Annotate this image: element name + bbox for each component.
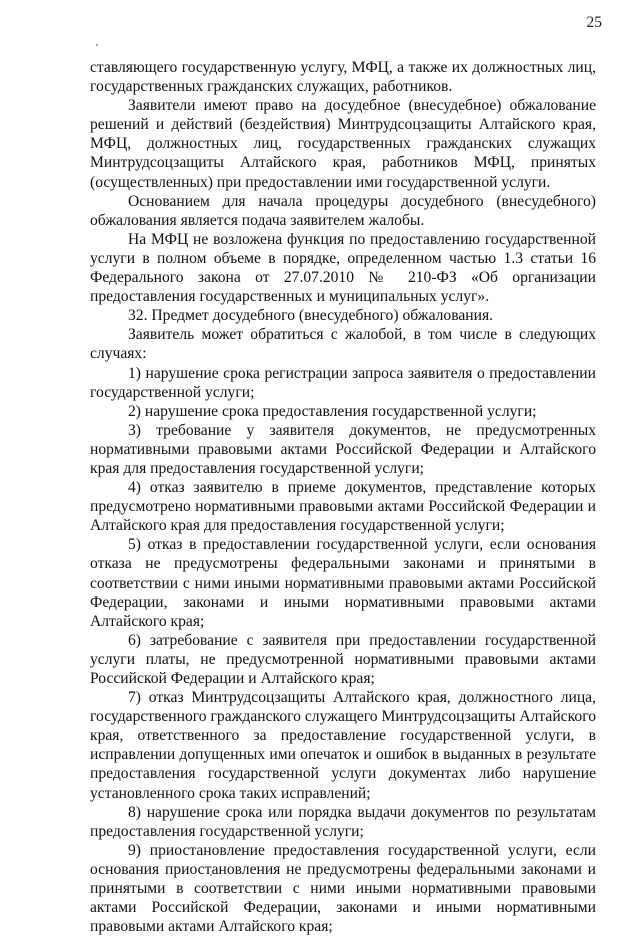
paragraph: На МФЦ не возложена функция по предоставлению государственной услуги в полном объеме в порядке, определенном частью 1.3 статьи 16 Федерального закона от 27.07.2010 № 210-ФЗ «Об организации предоставления государственных и муниципальных услуг». bbox=[90, 230, 596, 306]
list-item: 4) отказ заявителю в приеме документов, представление которых предусмотрено нормативными правовыми актами Российской Федерации и Алтайского края для предоставления государственной услуги; bbox=[90, 479, 596, 535]
list-item: 6) затребование с заявителя при предоставлении государственной услуги платы, не предусмотренной нормативными правовыми актами Российской Федерации и Алтайского края; bbox=[90, 631, 596, 687]
list-item: 8) нарушение срока или порядка выдачи документов по результатам предоставления государственной услуги; bbox=[90, 803, 596, 840]
paragraph: Заявитель может обратиться с жалобой, в том числе в следующих случаях: bbox=[90, 326, 596, 363]
section-heading: 32. Предмет досудебного (внесудебного) обжалования. bbox=[128, 307, 494, 325]
list-item: 3) требование у заявителя документов, не предусмотренных нормативными правовыми актами Российской Федерации и Алтайского края для предоставления государственной услуги; bbox=[90, 421, 596, 477]
document-body bbox=[90, 58, 596, 936]
list-item: 7) отказ Минтрудсоцзащиты Алтайского края, должностного лица, государственного гражданского служащего Минтрудсоцзащиты Алтайского края, ответственного за предоставление государственной услуги, в исправлении допущенных ими опечаток и ошибок в выданных в результате предоставления государственной услуги документах либо нарушение установленного срока таких исправлений; bbox=[90, 689, 596, 802]
scan-speck bbox=[96, 44, 98, 46]
paragraph: ставляющего государственную услугу, МФЦ, а также их должностных лиц, государственных гражданских служащих, работников. bbox=[90, 59, 596, 96]
paragraph: Основанием для начала процедуры досудебного (внесудебного) обжалования является подача заявителем жалобы. bbox=[90, 192, 596, 229]
list-item: 9) приостановление предоставления государственной услуги, если основания приостановления не предусмотрены федеральными законами и принятыми в соответствии с ними иными нормативными правовыми актами Российской Федерации, законами и иными нормативными правовыми актами Алтайского края; bbox=[90, 841, 596, 936]
list-item: 2) нарушение срока предоставления государственной услуги; bbox=[128, 402, 537, 420]
page-number: 25 bbox=[586, 14, 602, 31]
list-item: 1) нарушение срока регистрации запроса заявителя о предоставлении государственной услуги; bbox=[90, 364, 596, 401]
paragraph: Заявители имеют право на досудебное (внесудебное) обжалование решений и действий (бездействия) Минтрудсоцзащиты Алтайского края, МФЦ, должностных лиц, государственных гражданских служащих Минтрудсоцзащиты Алтайского края, работников МФЦ, принятых (осуществленных) при предоставлении ими государственной услуги. bbox=[90, 97, 596, 191]
list-item: 5) отказ в предоставлении государственной услуги, если основания отказа не предусмотрены федеральными законами и принятыми в соответствии с ними иными нормативными правовыми актами Российской Федерации, законами и иными нормативными правовыми актами Алтайского края; bbox=[90, 536, 596, 630]
